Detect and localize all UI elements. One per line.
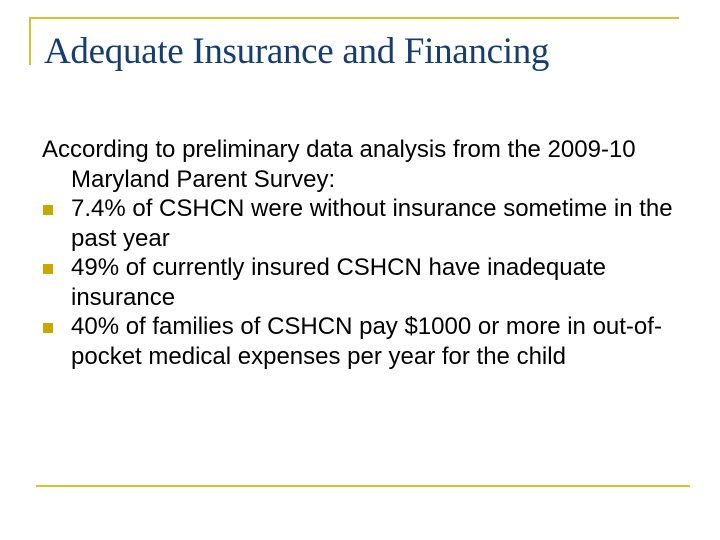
bullet-item: [42, 194, 692, 253]
bullet-item: [42, 312, 692, 371]
bullet-item: [42, 253, 692, 312]
square-bullet-icon: [43, 205, 53, 215]
square-bullet-icon: [43, 323, 53, 333]
title-frame-left-rule: [29, 17, 31, 65]
footer-rule: [36, 485, 690, 487]
intro-paragraph: According to preliminary data analysis from the 2009-10 Maryland Parent Survey:: [42, 136, 636, 193]
bullet-list: [42, 194, 692, 371]
bullet-text: 49% of currently insured CSHCN have inadequate insurance: [71, 254, 606, 311]
bullet-text: 7.4% of CSHCN were without insurance sometime in the past year: [71, 195, 673, 252]
square-bullet-icon: [43, 264, 53, 274]
slide-title: Adequate Insurance and Financing: [44, 31, 550, 72]
title-frame-top-rule: [29, 17, 679, 19]
bullet-text: 40% of families of CSHCN pay $1000 or more in out-of-pocket medical expenses per year for the child: [71, 313, 662, 370]
slide-body: [42, 135, 692, 371]
